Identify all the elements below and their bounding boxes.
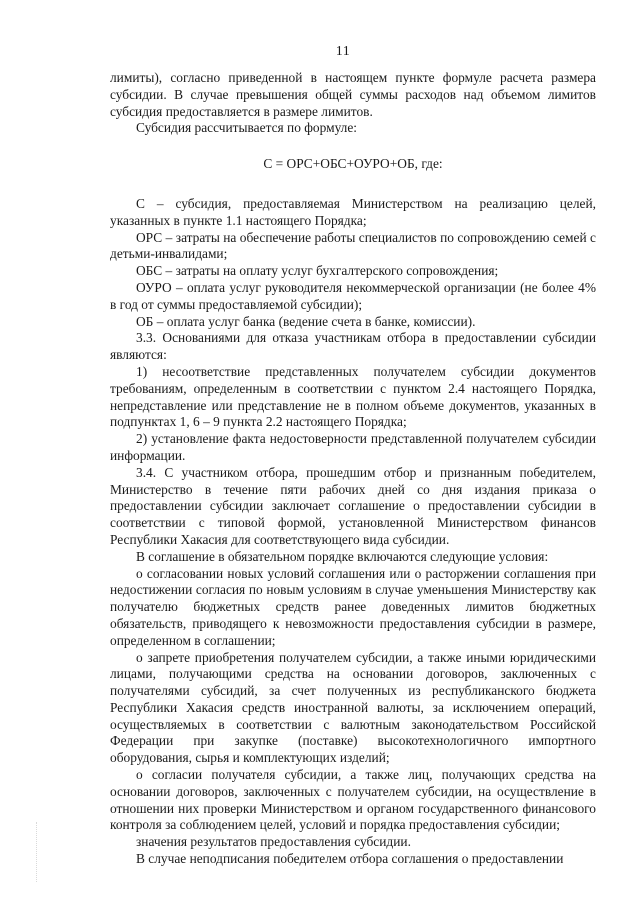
- definition-ors: ОРС – затраты на обеспечение работы специалистов по сопровождению семей с детьми-инвалидами;: [110, 229, 596, 262]
- definition-ob: ОБ – оплата услуг банка (ведение счета в банке, комиссии).: [136, 313, 476, 329]
- clause-3-4: 3.4. С участником отбора, прошедшим отбор и признанным победителем, Министерство в течение пяти рабочих дней со дня издания приказа о предоставлении субсидии заключает соглашение о предоставлении субсидии в соответствии с типовой формой, установленной Министерством финансов Республики Хакасия для соответствующего вида субсидии.: [110, 464, 596, 547]
- clause-3-3-item-2: 2) установление факта недостоверности представленной получателем субсидии информации.: [110, 431, 596, 463]
- condition-results: значения результатов предоставления субсидии.: [136, 834, 411, 850]
- paragraph-non-signing: В случае неподписания победителем отбора соглашения о предоставлении: [136, 851, 564, 867]
- condition-new-terms: о согласовании новых условий соглашения или о расторжении соглашения при недостижении согласия по новым условиям в случае уменьшения Министерству как получателю бюджетных средств ранее доведенных лимитов бюджетных обязательств, приводящего к невозможности предоставления субсидии в размере, определенном в соглашении;: [110, 565, 596, 648]
- clause-3-3: 3.3. Основаниями для отказа участникам отбора в предоставлении субсидии являются:: [110, 330, 596, 363]
- agreement-conditions-intro: В соглашение в обязательном порядке включаются следующие условия:: [136, 548, 549, 564]
- scan-artifact: [36, 822, 49, 882]
- document-body: [110, 70, 596, 868]
- clause-3-3-item-1: 1) несоответствие представленных получателем субсидии документов требованиям, определенным в соответствии с пунктом 2.4 настоящего Порядка, непредставление или представление не в полном объеме документов, указанных в подпунктах 1, 6 – 9 пункта 2.2 настоящего Порядка;: [110, 363, 596, 430]
- definition-c: С – субсидия, предоставляемая Министерством на реализацию целей, указанных в пункте 1.1 настоящего Порядка;: [110, 195, 596, 228]
- definition-ouro: ОУРО – оплата услуг руководителя некоммерческой организации (не более 4% в год от суммы предоставляемой субсидии);: [110, 279, 596, 312]
- definition-obs: ОБС – затраты на оплату услуг бухгалтерского сопровождения;: [136, 263, 499, 279]
- paragraph-limits-continuation: лимиты), согласно приведенной в настоящем пункте формуле расчета размера субсидии. В случае превышения общей суммы расходов над объемом лимитов субсидия предоставляется в размере лимитов.: [110, 70, 596, 119]
- paragraph-formula-intro: Субсидия рассчитывается по формуле:: [136, 120, 358, 136]
- condition-inspection-consent: о согласии получателя субсидии, а также лиц, получающих средства на основании договоров, заключенных с получателем субсидии, на осуществление в отношении них проверки Министерством и органом государственного финансового контроля за соблюдением целей, условий и порядка предоставления субсидии;: [110, 767, 596, 833]
- condition-currency-ban: о запрете приобретения получателем субсидии, а также иными юридическими лицами, получающими средства на основании договоров, заключенных с получателями субсидий, за счет полученных из республиканского бюджета Республики Хакасия средств иностранной валюты, за исключением операций, осуществляемых в соответствии с валютным законодательством Российской Федерации при закупке (поставке) высокотехнологичного импортного оборудования, сырья и комплектующих изделий;: [110, 649, 596, 766]
- subsidy-formula: С = ОРС+ОБС+ОУРО+ОБ, где:: [263, 156, 443, 172]
- page-number: 11: [335, 44, 351, 59]
